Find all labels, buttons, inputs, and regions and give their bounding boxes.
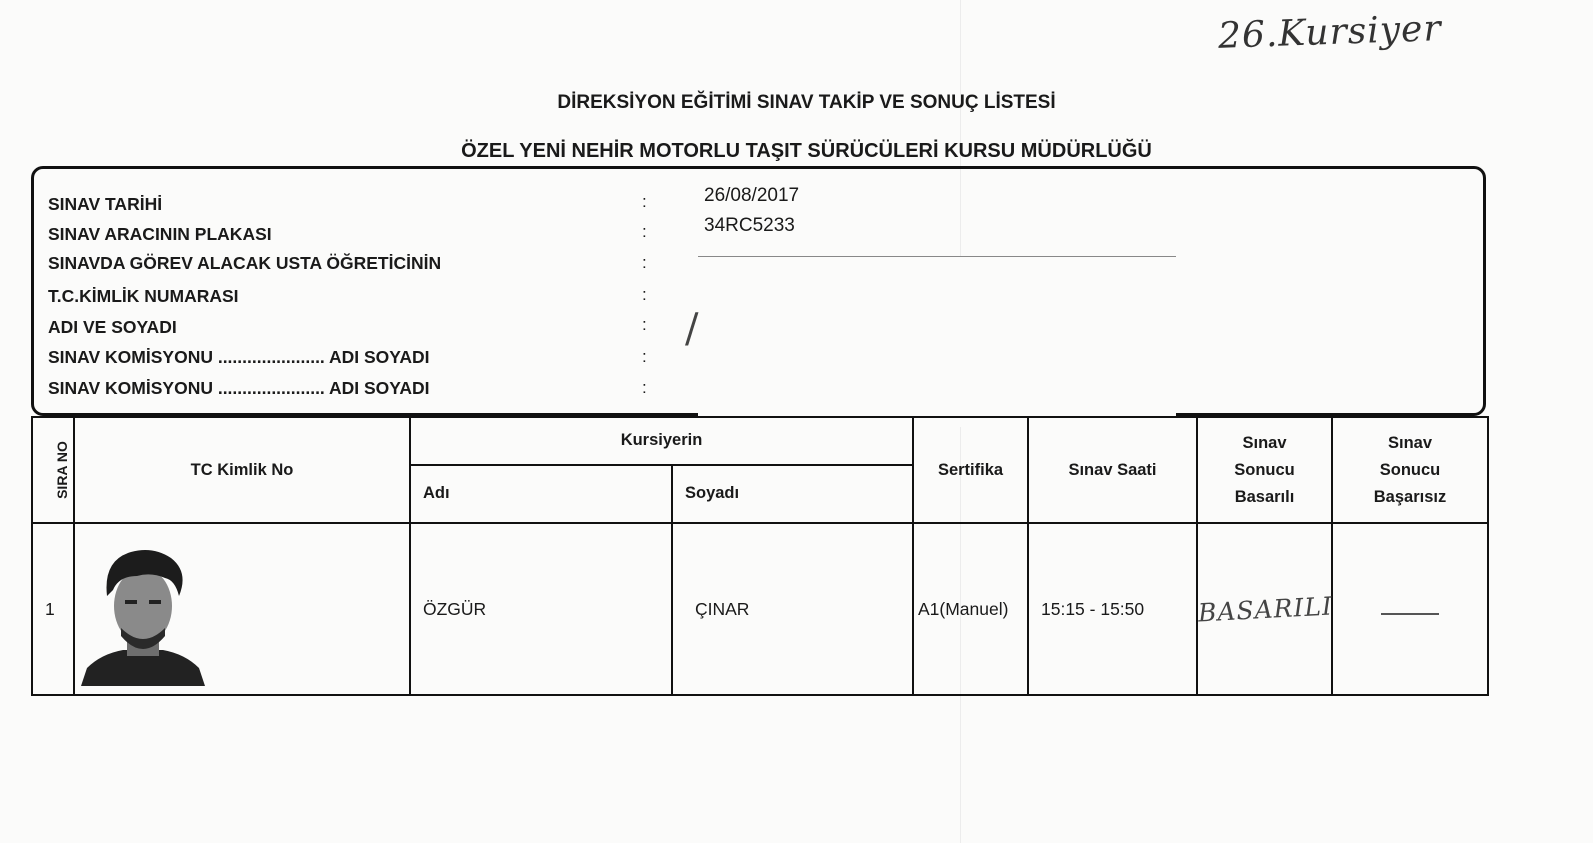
sira-cell: 1	[32, 523, 74, 695]
sira-no-label: SIRA NO	[53, 440, 70, 499]
info-colon: :	[642, 222, 647, 241]
sinav-saati-cell: 15:15 - 15:50	[1028, 523, 1197, 695]
info-label-vehicle-plate: SINAV ARACININ PLAKASI	[48, 224, 272, 244]
info-colon: :	[642, 378, 647, 397]
col-header-sira-no	[32, 417, 74, 523]
info-label-name-surname: ADI VE SOYADI	[48, 317, 177, 337]
info-label-tc-number: T.C.KİMLİK NUMARASI	[48, 286, 239, 306]
institution-title: ÖZEL YENİ NEHİR MOTORLU TAŞIT SÜRÜCÜLERİ KURSU MÜDÜRLÜĞÜ	[461, 140, 1152, 162]
col-header-sertifika: Sertifika	[913, 417, 1028, 523]
col-header-basarili	[1197, 417, 1332, 523]
header-line: Basarılı	[1234, 487, 1295, 506]
col-header-soyadi: Soyadı	[672, 465, 913, 523]
dash-mark	[1381, 613, 1439, 615]
student-photo	[81, 546, 205, 686]
col-header-kursiyerin: Kursiyerin	[410, 417, 913, 465]
sertifika-cell: A1(Manuel)	[913, 523, 1028, 695]
header-line: Sonucu	[1379, 460, 1441, 479]
header-line: Sonucu	[1234, 460, 1295, 479]
header-line: Sınav	[1387, 433, 1433, 452]
info-value-vehicle-plate: 34RC5233	[704, 215, 795, 236]
table-row	[32, 523, 1488, 695]
info-label-instructor: SINAVDA GÖREV ALACAK USTA ÖĞRETİCİNİN	[48, 253, 442, 273]
info-colon: :	[642, 285, 647, 304]
col-header-basarisiz	[1332, 417, 1488, 523]
result-basarili-cell	[1197, 523, 1332, 695]
col-header-adi: Adı	[410, 465, 672, 523]
result-basarisiz-cell	[1332, 523, 1488, 695]
header-line: Başarısız	[1373, 487, 1447, 506]
info-value-exam-date: 26/08/2017	[704, 185, 800, 206]
info-label-commission-2: SINAV KOMİSYONU ...................... ADI SOYADI	[48, 378, 430, 398]
info-colon: :	[642, 315, 647, 334]
adi-cell: ÖZGÜR	[410, 523, 672, 695]
col-header-tc-kimlik: TC Kimlik No	[74, 417, 410, 523]
col-header-sinav-saati: Sınav Saati	[1028, 417, 1197, 523]
header-line: Sınav	[1242, 433, 1287, 452]
redacted-area	[698, 256, 1176, 427]
handwritten-note: 26.Kursiyer	[1217, 8, 1443, 57]
info-colon: :	[642, 347, 647, 366]
info-colon: :	[642, 253, 647, 272]
info-colon: :	[642, 192, 647, 211]
soyadi-cell: ÇINAR	[672, 523, 913, 695]
signature-mark: /	[685, 306, 699, 352]
document-title: DİREKSİYON EĞİTİMİ SINAV TAKİP VE SONUÇ LİSTESİ	[557, 92, 1056, 113]
info-label-exam-date: SINAV TARİHİ	[48, 194, 163, 214]
info-label-commission-1: SINAV KOMİSYONU ...................... ADI SOYADI	[48, 347, 430, 367]
photo-cell	[74, 523, 410, 695]
handwritten-result: BASARILI	[1197, 590, 1334, 628]
exam-results-table	[31, 416, 1489, 696]
